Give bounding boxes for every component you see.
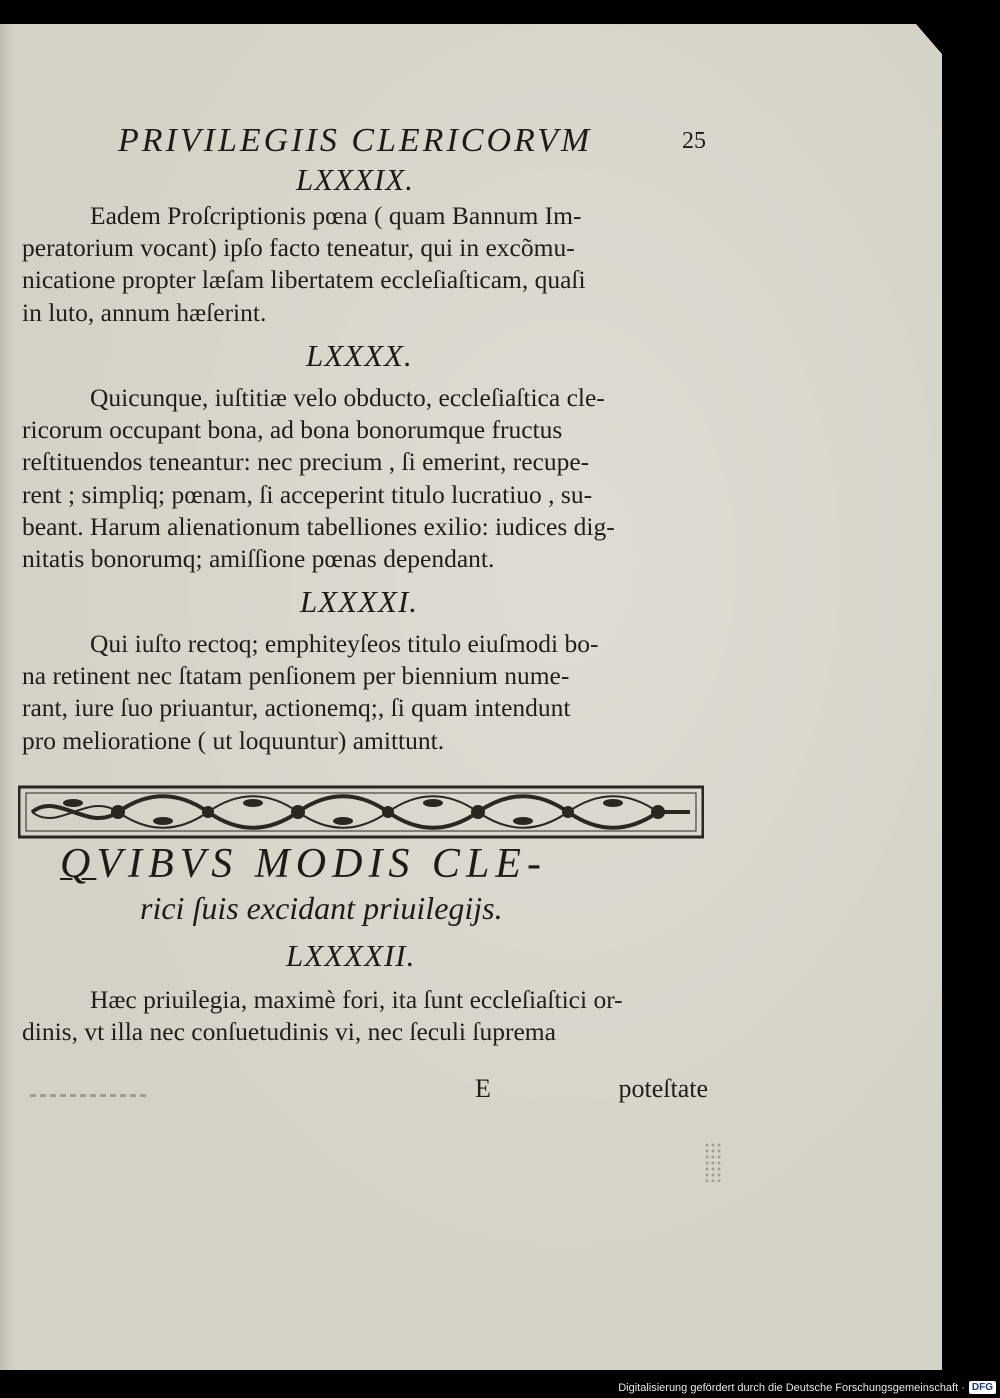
text-line: rent ; simpliq; pœnam, ſi acceperint titulo lucratiuo , su- <box>22 479 593 509</box>
page-corner-fold <box>916 24 942 54</box>
digitization-credit <box>618 1381 996 1394</box>
text-line: nicatione propter læſam libertatem eccleſiaſticam, quaſi <box>22 265 586 295</box>
ink-smudge <box>30 1094 150 1097</box>
text-line: reſtituendos teneantur: nec precium , ſi emerint, recupe- <box>22 447 590 477</box>
section-number-89: LXXXIX. <box>296 162 415 197</box>
text-line: pro melioratione ( ut loquuntur) amittunt. <box>22 725 445 755</box>
signature-catchword-row <box>22 1074 708 1108</box>
chapter-title-rest: VIBVS MODIS CLE- <box>96 841 547 887</box>
ornament-band <box>18 785 704 839</box>
section-number-91: LXXXXI. <box>300 584 419 619</box>
text-line: in luto, annum hæſerint. <box>22 297 267 327</box>
chapter-title-line-2: rici ſuis excidant priuilegijs. <box>140 890 503 926</box>
text-line: ricorum occupant bona, ad bona bonorumque fructus <box>22 415 563 445</box>
dfg-logo: DFG <box>969 1381 996 1394</box>
text-line: rant, iure ſuo priuantur, actionemq;, ſi quam intendunt <box>22 693 571 723</box>
paragraph-90 <box>22 382 708 575</box>
paragraph-89 <box>22 200 708 329</box>
catchword: poteſtate <box>618 1074 708 1103</box>
text-line: nitatis bonorumq; amiſſione pœnas dependant. <box>22 544 495 574</box>
section-number-92: LXXXXII. <box>286 938 416 973</box>
chapter-title-line-1 <box>60 840 720 888</box>
paragraph-91 <box>22 628 708 757</box>
text-line: Quicunque, iuſtitiæ velo obducto, eccleſiaſtica cle- <box>90 383 605 412</box>
chapter-title-initial: Q <box>60 841 97 887</box>
text-line: Eadem Proſcriptionis pœna ( quam Bannum Im- <box>90 201 582 230</box>
running-head: PRIVILEGIIS CLERICORVM <box>118 122 593 159</box>
section-number-90: LXXXX. <box>306 338 413 373</box>
ink-speckle <box>704 1142 722 1182</box>
text-line: peratorium vocant) ipſo facto teneatur, qui in excõmu- <box>22 233 575 263</box>
signature-mark: E <box>475 1074 491 1103</box>
text-line: Qui iuſto rectoq; emphiteyſeos titulo eiuſmodi bo- <box>90 629 599 658</box>
text-line: na retinent nec ſtatam penſionem per biennium nume- <box>22 661 570 691</box>
credit-text: Digitalisierung gefördert durch die Deutsche Forschungsgemeinschaft · <box>618 1381 965 1394</box>
text-line: dinis, vt illa nec conſuetudinis vi, nec ſeculi ſuprema <box>22 1017 556 1047</box>
paragraph-92 <box>22 984 708 1048</box>
text-line: Hæc priuilegia, maximè fori, ita ſunt eccleſiaſtici or- <box>90 985 623 1014</box>
page-number: 25 <box>682 128 706 154</box>
text-line: beant. Harum alienationum tabelliones exilio: iudices dig- <box>22 511 615 541</box>
book-page <box>0 24 942 1370</box>
